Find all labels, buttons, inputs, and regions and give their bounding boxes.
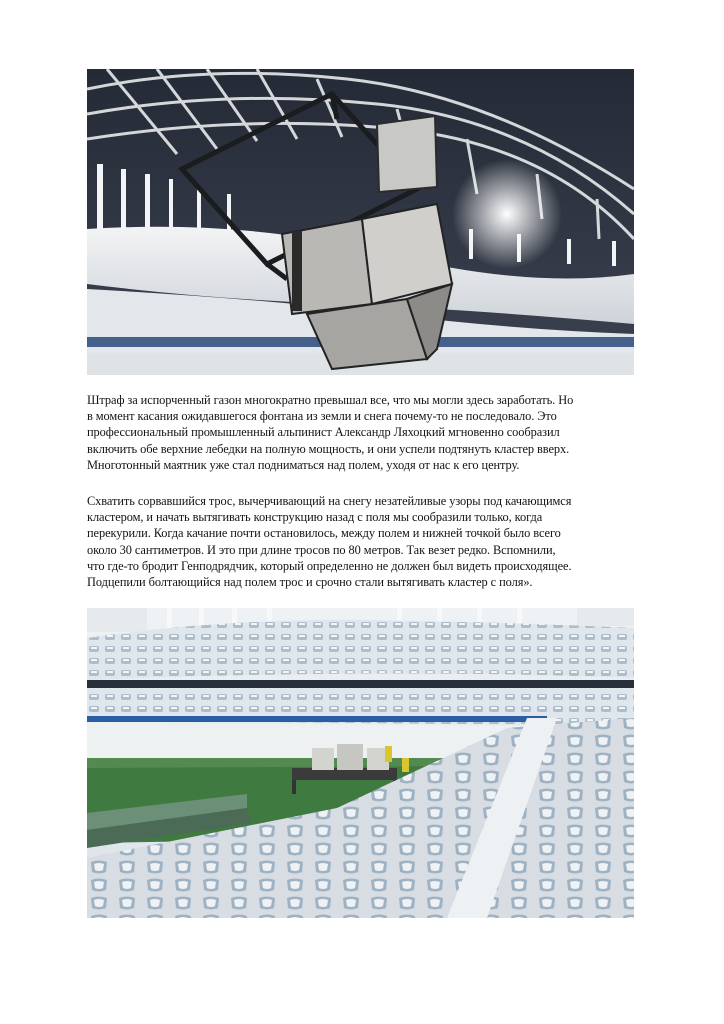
- worker: [385, 746, 392, 762]
- text-line: кластером, и начать вытягивать конструкцию назад с поля мы сообразили только, когда: [87, 510, 543, 525]
- text-line: Многотонный маятник уже стал подниматься над полем, уходя от нас к его центру.: [87, 457, 520, 472]
- far-upper-stand: [87, 620, 634, 680]
- text-line: около 30 сантиметров. И это при длине тросов по 80 метров. Так везет редко. Вспомнили,: [87, 542, 556, 557]
- text-line: Подцепили болтающийся над полем трос и срочно стали вытягивать кластер с поля».: [87, 575, 533, 590]
- speaker-cluster-photo: [87, 69, 634, 375]
- floodlight-glow: [452, 159, 562, 269]
- text-line: перекурили. Когда качание почти остановилось, между полем и нижней точкой было всего: [87, 526, 561, 541]
- stadium-field-photo: [87, 608, 634, 918]
- text-line: включить обе верхние лебедки на полную мощность, и они успели подтянуть кластер вверх.: [87, 441, 570, 456]
- text-line: Штраф за испорченный газон многократно превышал все, что мы могли здесь заработать. Но: [87, 393, 574, 407]
- stadium-field-image: [87, 608, 634, 918]
- text-line: профессиональный промышленный альпинист Александр Ляхоцкий мгновенно сообразил: [87, 425, 560, 440]
- article-paragraph-2: [87, 493, 677, 590]
- text-line: что где-то бродит Генподрядчик, который определенно не должен был видеть происходящее.: [87, 558, 572, 573]
- worker: [402, 758, 409, 772]
- text-line: в момент касания ожидавшегося фонтана из земли и снега почему-то не последовало. Это: [87, 409, 557, 424]
- article-paragraph-1: [87, 392, 677, 473]
- text-line: Схватить сорвавшийся трос, вычерчивающий на снегу незатейливые узоры под качающимся: [87, 494, 572, 508]
- speaker-cluster-image: [87, 69, 634, 375]
